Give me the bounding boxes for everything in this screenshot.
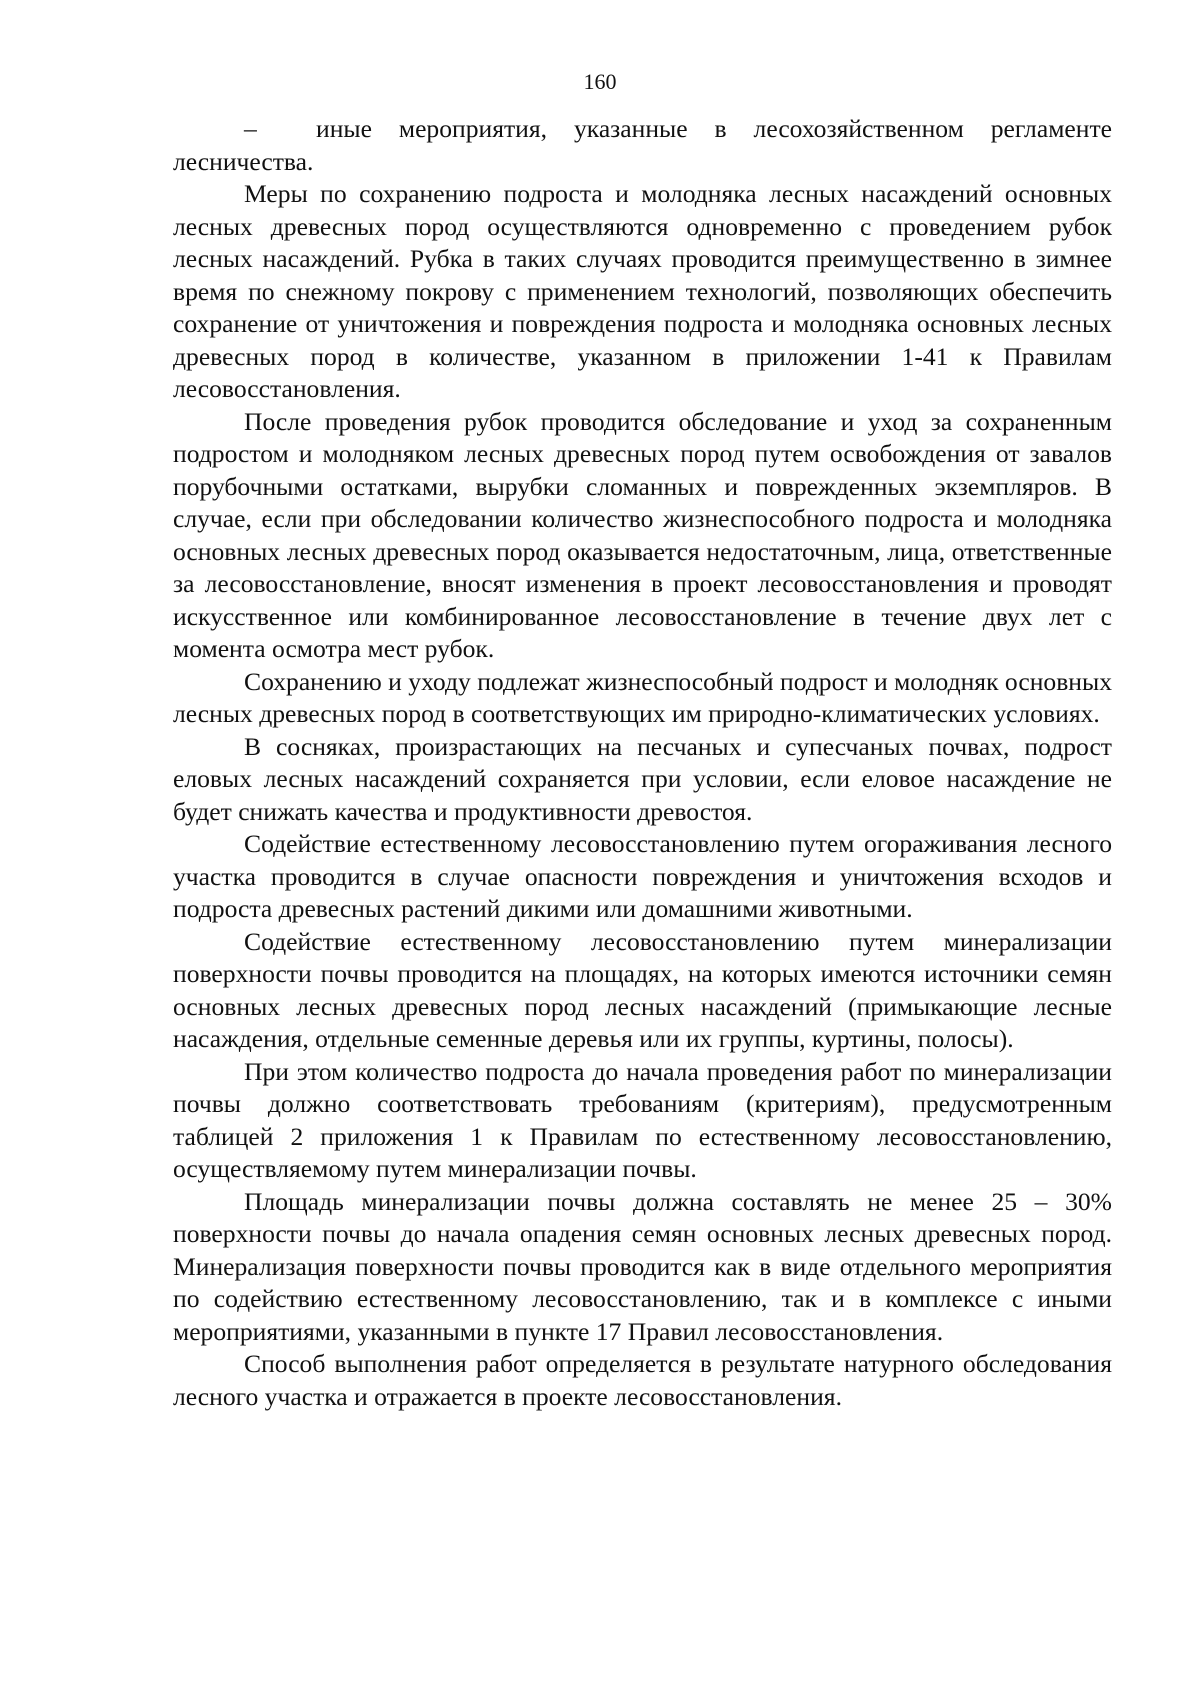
- document-body: [173, 113, 1112, 1413]
- paragraph: В сосняках, произрастающих на песчаных и супесчаных почвах, подрост еловых лесных насаждений сохраняется при условии, если еловое насаждение не будет снижать качества и продуктивности древостоя.: [173, 731, 1112, 826]
- paragraph: Способ выполнения работ определяется в результате натурного обследования лесного участка и отражается в проекте лесовосстановления.: [173, 1349, 1112, 1411]
- paragraph-list-item: [173, 113, 1112, 178]
- paragraph: Содействие естественному лесовосстановлению путем минерализации поверхности почвы проводится на площадях, на которых имеются источники семян основных лесных древесных пород лесных насаждений (примыкающие лесные насаждения, отдельные семенные деревья или их группы, куртины, полосы).: [173, 926, 1112, 1053]
- paragraph: Сохранению и уходу подлежат жизнеспособный подрост и молодняк основных лесных древесных пород в соответствующих им природно-климатических условиях.: [173, 666, 1112, 728]
- list-dash: –: [244, 114, 257, 143]
- paragraph: После проведения рубок проводится обследование и уход за сохраненным подростом и молодняком лесных древесных пород путем освобождения от завалов порубочными остатками, вырубки сломанных и поврежденных экземпляров. В случае, если при обследовании количество жизнеспособного подроста и молодняка основных лесных древесных пород оказывается недостаточным, лица, ответственные за лесовосстановление, вносят изменения в проект лесовосстановления и проводят искусственное или комбинированное лесовосстановление в течение двух лет с момента осмотра мест рубок.: [173, 406, 1112, 663]
- paragraph: При этом количество подроста до начала проведения работ по минерализации почвы должно соответствовать требованиям (критериям), предусмотренным таблицей 2 приложения 1 к Правилам по естественному лесовосстановлению, осуществляемому путем минерализации почвы.: [173, 1056, 1112, 1183]
- page-number: 160: [583, 69, 617, 94]
- paragraph: Содействие естественному лесовосстановлению путем огораживания лесного участка проводится в случае опасности повреждения и уничтожения всходов и подроста древесных растений дикими или домашними животными.: [173, 829, 1112, 923]
- paragraph-text: иные мероприятия, указанные в лесохозяйственном регламенте лесничества.: [173, 114, 1112, 176]
- paragraph: Площадь минерализации почвы должна составлять не менее 25 – 30% поверхности почвы до начала опадения семян основных лесных древесных пород. Минерализация поверхности почвы проводится как в виде отдельного мероприятия по содействию естественному лесовосстановлению, так и в комплексе с иными мероприятиями, указанными в пункте 17 Правил лесовосстановления.: [173, 1186, 1112, 1346]
- paragraph: Меры по сохранению подроста и молодняка лесных насаждений основных лесных древесных пород осуществляются одновременно с проведением рубок лесных насаждений. Рубка в таких случаях проводится преимущественно в зимнее время по снежному покрову с применением технологий, позволяющих обеспечить сохранение от уничтожения и повреждения подроста и молодняка основных лесных древесных пород в количестве, указанном в приложении 1-41 к Правилам лесовосстановления.: [173, 179, 1112, 403]
